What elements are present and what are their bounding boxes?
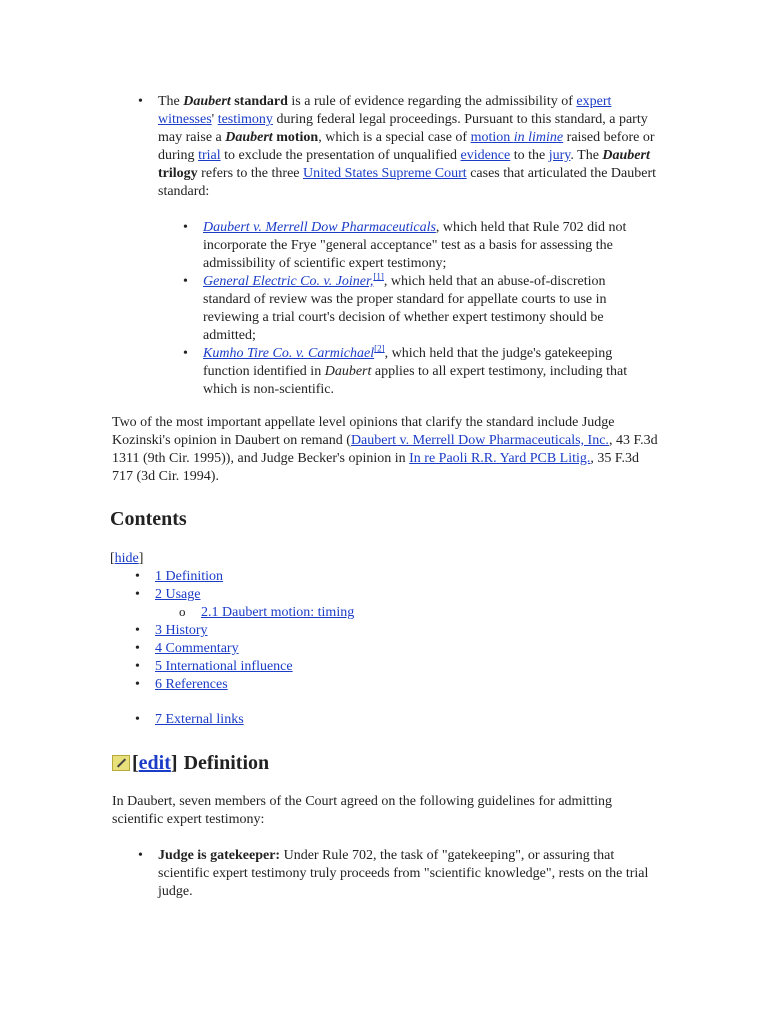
trilogy-term: trilogy: [158, 166, 198, 181]
link-case-kumho[interactable]: [203, 346, 374, 361]
daubert-term: Daubert: [183, 94, 231, 109]
text: , 43 F.3d 1311 (9th Cir. 1995)), and Judge Becker's opinion in: [112, 433, 658, 466]
toc-link-daubert-motion-timing[interactable]: 2.1 Daubert motion: timing: [201, 605, 355, 620]
standard-term: standard: [230, 94, 288, 109]
link-text-italic: in limine: [513, 130, 564, 145]
text: , 35 F.3d 717 (3d Cir. 1994).: [112, 451, 640, 484]
guideline-text: Under Rule 702, the task of "gatekeeping", or assuring that scientific expert testimony truly proceeds from "scientific knowledge", rests on the trial judge.: [158, 848, 649, 899]
case-text: , which held that Rule 702 did not incorporate the Frye "general acceptance" test as a basis for assessing the admissibility of scientific expert testimony;: [203, 220, 627, 271]
table-of-contents: [155, 568, 555, 729]
toc-link-history[interactable]: 3 History: [155, 623, 208, 638]
text: ': [211, 112, 218, 127]
definition-heading: [112, 750, 269, 776]
guideline-title: Judge is gatekeeper:: [158, 848, 281, 863]
text: refers to the three: [197, 166, 303, 181]
text: raised before or during: [158, 130, 655, 163]
text: The: [158, 94, 184, 109]
text: Two of the most important appellate level opinions that clarify the standard include Judge Kozinski's opinion in Daubert on remand (: [112, 415, 615, 448]
link-text: Daubert v. Merrell Dow Pharmaceuticals: [203, 220, 436, 235]
definition-intro: In Daubert, seven members of the Court agreed on the following guidelines for admitting scientific expert testimony:: [112, 794, 612, 827]
link-case-joiner[interactable]: [203, 274, 373, 289]
intro-paragraph: [158, 93, 656, 201]
intro-list: [158, 93, 656, 201]
toc-item: [155, 622, 555, 640]
toc-link-external-links[interactable]: 7 External links: [155, 712, 244, 727]
link-daubert-remand[interactable]: Daubert v. Merrell Dow Pharmaceuticals, Inc.: [350, 433, 609, 448]
trilogy-cases-list: [203, 219, 653, 399]
footnote-1[interactable]: [1]: [373, 271, 384, 282]
case-text-italic: Daubert: [324, 364, 372, 379]
link-in-re-paoli[interactable]: In re Paoli R.R. Yard PCB Litig.: [409, 451, 591, 466]
list-item: [158, 847, 656, 901]
section-title: Definition: [183, 752, 270, 774]
hide-toc-link[interactable]: hide: [114, 551, 139, 566]
toc-toggle: [110, 550, 143, 568]
toc-item: [155, 711, 555, 729]
link-supreme-court[interactable]: United States Supreme Court: [303, 166, 467, 181]
toc-link-international-influence[interactable]: 5 International influence: [155, 659, 293, 674]
link-text: Kumho Tire Co. v. Carmichael: [203, 346, 375, 361]
link-motion-in-limine[interactable]: [471, 130, 564, 145]
list-item: [203, 273, 653, 345]
guidelines-list: [158, 847, 656, 901]
contents-heading: Contents: [110, 508, 187, 530]
toc-item: [155, 586, 555, 604]
case-text: , which held that an abuse-of-discretion standard of review was the proper standard for appellate courts to use in reviewing a trial court's decision of whether expert testimony should be admitted;: [203, 274, 607, 343]
link-trial[interactable]: trial: [198, 148, 221, 163]
bracket: [: [110, 551, 115, 566]
bracket: ]: [138, 551, 144, 566]
text: is a rule of evidence regarding the admissibility of: [287, 94, 577, 109]
edit-section: [132, 750, 178, 776]
link-text: motion: [470, 130, 514, 145]
list-item: [203, 219, 653, 273]
toc-link-commentary[interactable]: 4 Commentary: [155, 641, 239, 656]
toc-item: [155, 640, 555, 658]
toc-item: [155, 676, 555, 694]
text: to the: [510, 148, 549, 163]
link-case-daubert[interactable]: [203, 220, 436, 235]
daubert-term: Daubert: [225, 130, 273, 145]
bracket: [: [132, 752, 139, 774]
link-text: General Electric Co. v. Joiner,: [203, 274, 374, 289]
toc-subitem: [201, 604, 555, 622]
toc-link-references[interactable]: 6 References: [155, 677, 228, 692]
link-expert-witnesses[interactable]: expert witnesses: [158, 94, 612, 127]
list-item: [203, 345, 653, 399]
link-evidence[interactable]: evidence: [460, 148, 511, 163]
footnote-2[interactable]: [2]: [374, 343, 385, 354]
text: cases that articulated the Daubert standard:: [158, 166, 657, 199]
text: , which is a special case of: [318, 130, 471, 145]
toc-link-definition[interactable]: 1 Definition: [155, 569, 224, 584]
case-text: applies to all expert testimony, including that which is non-scientific.: [203, 364, 628, 397]
edit-pencil-icon[interactable]: [112, 755, 130, 771]
text: to exclude the presentation of unqualified: [220, 148, 461, 163]
toc-link-usage[interactable]: 2 Usage: [155, 587, 201, 602]
bracket: ]: [170, 752, 178, 774]
link-testimony[interactable]: testimony: [217, 112, 273, 127]
daubert-term: Daubert: [602, 148, 650, 163]
toc-item: [155, 568, 555, 586]
toc-item: [155, 658, 555, 676]
motion-term: motion: [272, 130, 319, 145]
edit-link[interactable]: edit: [138, 752, 171, 774]
case-text: , which held that the judge's gatekeeping function identified in: [203, 346, 613, 379]
text: during federal legal proceedings. Pursuant to this standard, a party may raise a: [158, 112, 648, 145]
appellate-paragraph: [112, 414, 660, 486]
text: . The: [570, 148, 603, 163]
link-jury[interactable]: jury: [548, 148, 571, 163]
